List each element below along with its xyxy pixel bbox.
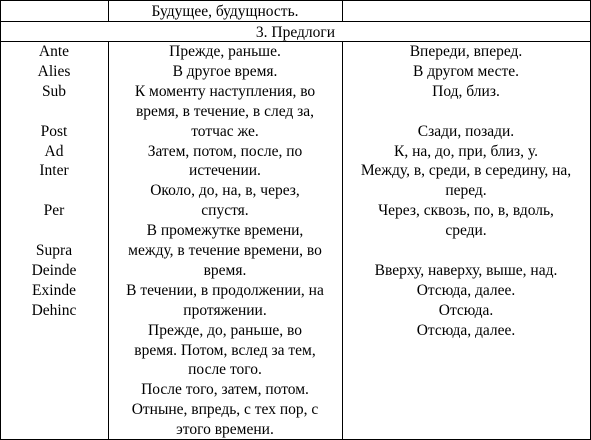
place-meaning-line: К, на, до, при, близ, у. — [394, 142, 538, 160]
column-divider — [342, 41, 343, 440]
place-meaning-line: Отсюда, далее. — [416, 281, 516, 299]
time-meaning-line: В течении, в продолжении, на — [126, 281, 324, 299]
place-meaning-line: Под, близ. — [432, 82, 500, 100]
time-meaning-line: Около, до, на, в, через, — [150, 182, 300, 200]
time-meaning-line: Прежде, до, раньше, во — [148, 321, 302, 339]
place-meaning-line: Через, сквозь, по, в, вдоль, — [378, 202, 554, 220]
place-meaning-line: Впереди, вперед. — [409, 43, 523, 60]
time-meaning-line: В промежутке времени, — [146, 222, 304, 240]
latin-preposition: Ad — [44, 142, 64, 160]
latin-preposition: Supra — [35, 242, 73, 259]
column-divider — [108, 0, 109, 22]
place-meaning-line: В другом месте. — [413, 62, 519, 80]
latin-preposition: Exinde — [32, 281, 76, 299]
latin-preposition: Per — [43, 202, 65, 220]
time-meaning-line: протяжении. — [183, 301, 267, 319]
place-meaning-line: Отсюда, далее. — [416, 321, 516, 339]
time-meaning-line: Затем, потом, после, по — [147, 142, 303, 160]
time-meaning-line: после того. — [188, 361, 262, 379]
place-meaning-line: Между, в, среди, в середину, на, — [360, 162, 572, 180]
place-meaning-line: Сзади, позади. — [417, 122, 515, 140]
time-meaning-line: Прежде, раньше. — [169, 43, 281, 60]
top-row-time-cell: Будущее, будущность. — [151, 3, 299, 20]
time-meaning-line: этого времени. — [176, 421, 274, 439]
time-meaning-line: После того, затем, потом. — [141, 381, 309, 399]
table-border-top — [0, 0, 591, 1]
time-meaning-line: истечении. — [189, 162, 261, 180]
table-border-left — [0, 0, 1, 440]
time-meaning-line: между, в течение времени, во — [128, 242, 322, 259]
latin-preposition: Dehinc — [31, 301, 77, 319]
column-divider — [342, 0, 343, 22]
place-meaning-line: Вверху, наверху, выше, над. — [374, 261, 558, 279]
time-meaning-line: тотчас же. — [191, 122, 259, 140]
latin-preposition: Sub — [41, 82, 67, 100]
latin-preposition: Deinde — [31, 261, 77, 279]
time-meaning-line: время. Потом, вслед за тем, — [134, 341, 316, 359]
section-title: 3. Предлоги — [255, 24, 336, 41]
place-meaning-line: перед. — [445, 182, 487, 200]
time-meaning-line: В другое время. — [172, 62, 278, 80]
latin-preposition: Inter — [39, 162, 69, 180]
time-meaning-line: К моменту наступления, во — [134, 82, 316, 100]
time-meaning-line: время, в течение, в след за, — [135, 102, 315, 120]
time-meaning-line: спустя. — [201, 202, 249, 220]
latin-preposition: Alies — [37, 62, 71, 80]
time-meaning-line: Отныне, впредь, с тех пор, с — [131, 401, 319, 419]
latin-preposition: Post — [40, 122, 68, 140]
place-meaning-line: Отсюда. — [438, 301, 494, 319]
latin-preposition: Ante — [38, 43, 70, 60]
column-divider — [108, 41, 109, 440]
time-meaning-line: время. — [203, 261, 247, 279]
place-meaning-line: среди. — [445, 222, 487, 240]
